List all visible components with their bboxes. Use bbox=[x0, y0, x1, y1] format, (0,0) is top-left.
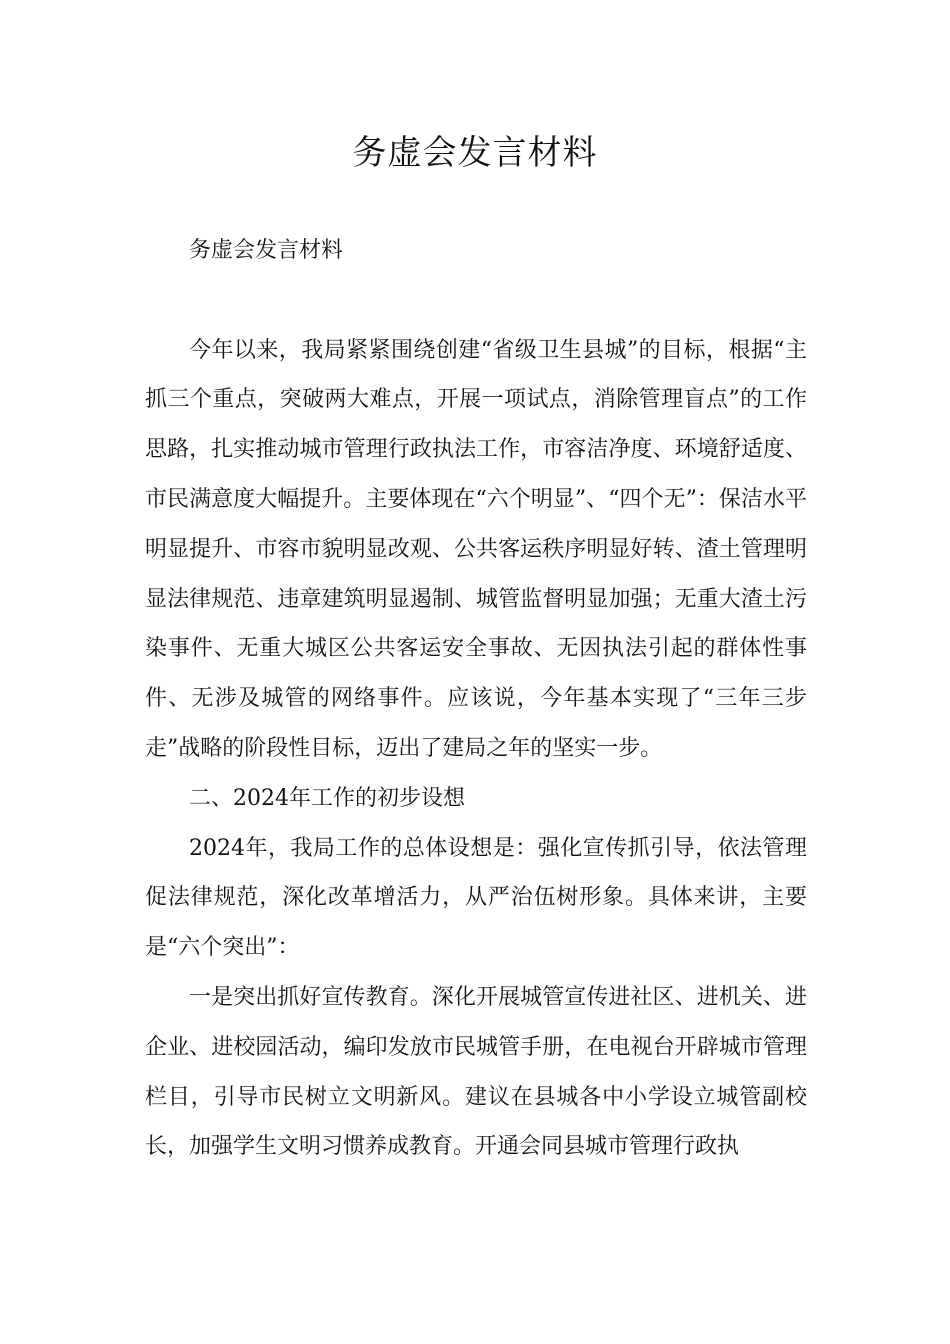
document-title: 务虚会发言材料 bbox=[352, 133, 598, 173]
paragraph-overall-plan: 2024年，我局工作的总体设想是：强化宣传抓引导，依法管理促法律规范，深化改革增活力，从严治伍树形象。具体来讲，主要是“六个突出”： bbox=[145, 835, 807, 961]
section-heading-2024-plan: 二、2024年工作的初步设想 bbox=[189, 785, 465, 811]
paragraph-summary: 今年以来，我局紧紧围绕创建“省级卫生县城”的目标，根据“主抓三个重点，突破两大难点，开展一项试点，消除管理盲点”的工作思路，扎实推动城市管理行政执法工作，市容洁净度、环境舒适度、市民满意度大幅提升。主要体现在“六个明显”、“四个无”：保洁水平明显提升、市容市貌明显改观、公共客运秩序明显好转、渣土管理明显法律规范、违章建筑明显遏制、城管监督明显加强；无重大渣土污染事件、无重大城区公共客运安全事故、无因执法引起的群体性事件、无涉及城管的网络事件。应该说，今年基本实现了“三年三步走”战略的阶段性目标，迈出了建局之年的坚实一步。 bbox=[145, 337, 807, 761]
paragraph-publicity-education: 一是突出抓好宣传教育。深化开展城管宣传进社区、进机关、进企业、进校园活动，编印发放市民城管手册，在电视台开辟城市管理栏目，引导市民树立文明新风。建议在县城各中小学设立城管副校长，加强学生文明习惯养成教育。开通会同县城市管理行政执 bbox=[145, 984, 807, 1160]
document-body bbox=[145, 226, 807, 1172]
document-subtitle: 务虚会发言材料 bbox=[189, 238, 344, 263]
